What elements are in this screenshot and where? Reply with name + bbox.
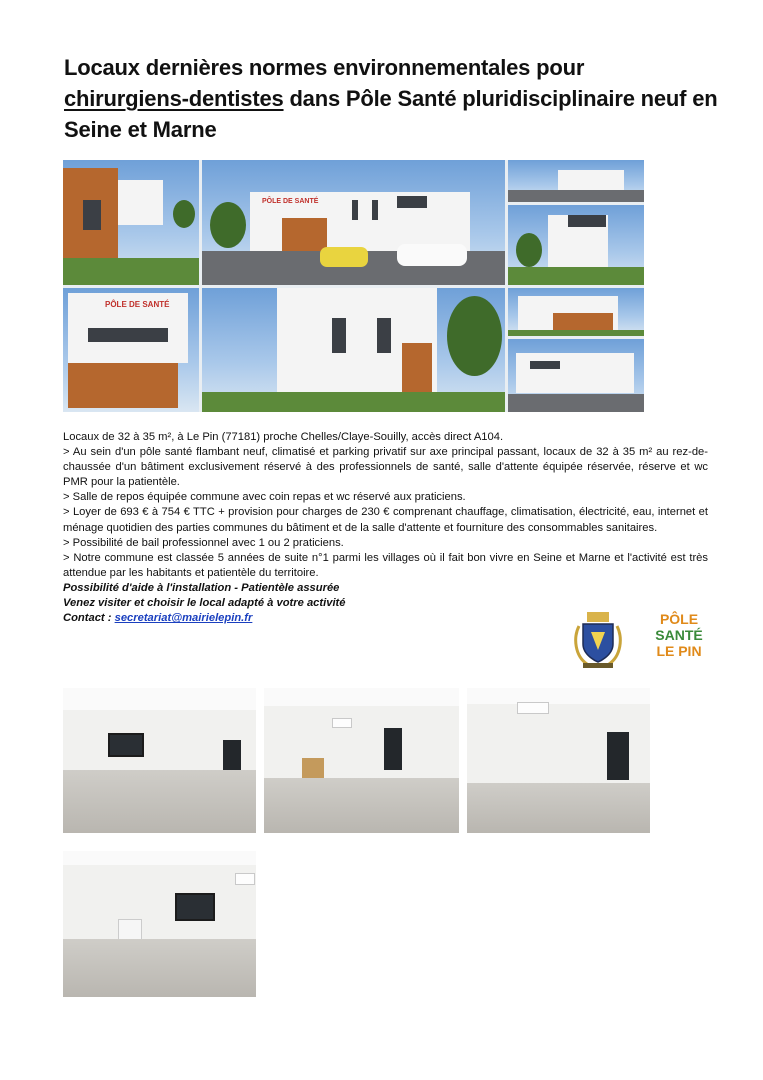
render-photo-1 (63, 160, 199, 285)
visit-invitation: Venez visiter et choisir le local adapté à votre activité (63, 597, 346, 610)
interior-photo-3 (467, 688, 650, 833)
paragraph-rest-room: > Salle de repos équipée commune avec coin repas et wc réservé aux praticiens. (63, 491, 466, 504)
render-photo-6 (202, 288, 505, 412)
installation-aid-note: Possibilité d'aide à l'installation - Patientèle assurée (63, 581, 340, 594)
render-photo-2 (202, 160, 505, 285)
commune-coat-of-arms-logo (569, 608, 627, 670)
render-photo-4 (508, 205, 644, 285)
intro-line: Locaux de 32 à 35 m², à Le Pin (77181) proche Chelles/Claye-Souilly, accès direct A104. (63, 431, 504, 443)
render-photo-8 (508, 339, 644, 412)
page-title (64, 52, 724, 145)
listing-description (63, 430, 708, 626)
logo-text-pole: PÔLE (659, 611, 699, 627)
render-photo-5 (63, 288, 199, 412)
interior-photo-2 (264, 688, 459, 833)
paragraph-rent: > Loyer de 693 € à 754 € TTC + provision pour charges de 230 € comprenant chauffage, climatisation, électricité, eau, internet et ménage quotidien des parties communes du bâtiment et de la salle d'attente et fourniture des consommables sanitaires. (63, 506, 708, 534)
logo-text-le-pin: LE PIN (656, 643, 702, 659)
logo-text-sante: SANTÉ (655, 627, 703, 643)
pole-sante-le-pin-logo (649, 611, 709, 659)
render-photo-3 (508, 160, 644, 202)
contact-label: Contact : (63, 612, 115, 625)
contact-email-link[interactable]: secretariat@mairielepin.fr (114, 612, 253, 625)
interior-photo-1 (63, 688, 256, 833)
render-photo-7 (508, 288, 644, 336)
building-sign-text: PÔLE DE SANTÉ (262, 198, 319, 205)
title-part-1: Locaux dernières normes environnementales pour (64, 55, 585, 80)
building-render-collage (63, 160, 644, 412)
paragraph-lease: > Possibilité de bail professionnel avec 1 ou 2 praticiens. (63, 536, 344, 549)
paragraph-description: > Au sein d'un pôle santé flambant neuf, climatisé et parking privatif sur axe principal passant, locaux de 32 à 35 m² au rez-de-chaussée d'un bâtiment exclusivement réservé à des professionnels de santé, salle d'attente équipée réservée, réserve et wc PMR pour la patientèle. (63, 446, 708, 489)
title-part-3: dans Pôle Santé pluridisciplinaire neuf en Seine et Marne (64, 86, 718, 142)
paragraph-commune: > Notre commune est classée 5 années de suite n°1 parmi les villages où il fait bon vivre en Seine et Marne et l'activité est très attendue par les habitants et patientèle du territoire. (63, 551, 708, 579)
interior-photo-4 (63, 851, 256, 997)
title-underlined-profession: chirurgiens-dentistes (64, 86, 284, 111)
building-sign-text-2: PÔLE DE SANTÉ (105, 300, 170, 309)
